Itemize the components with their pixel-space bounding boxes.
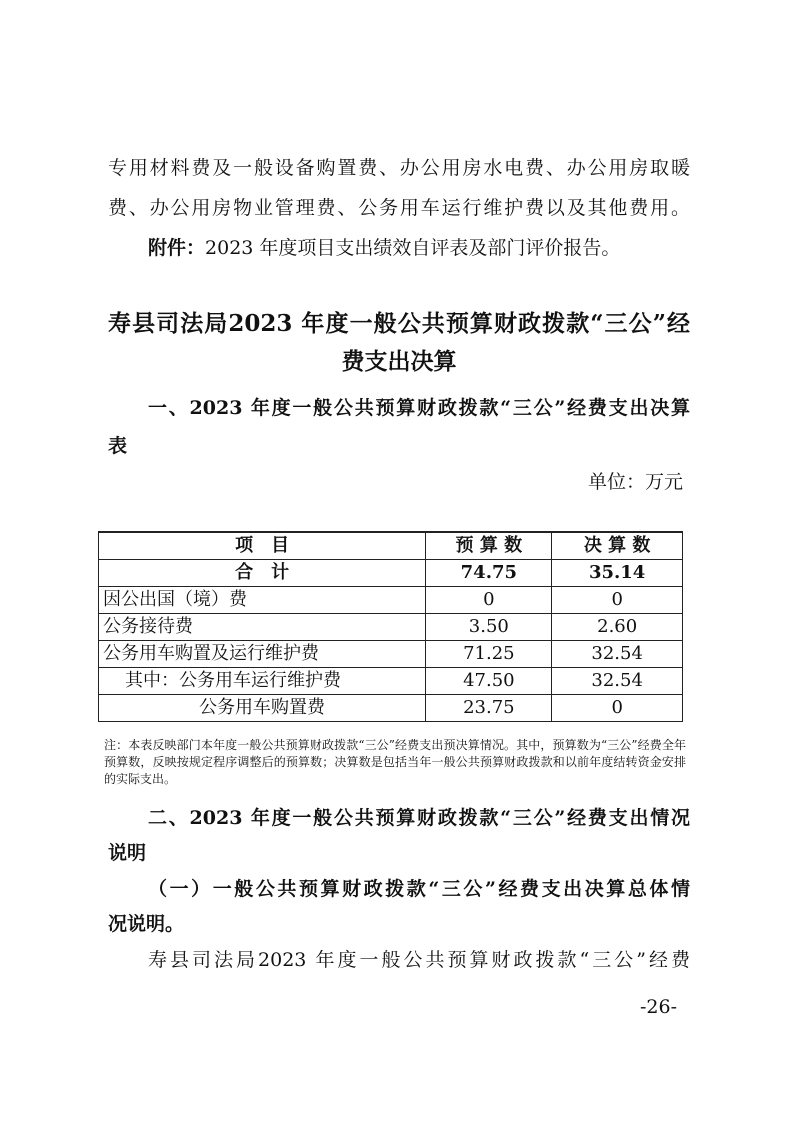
header-final: 决 算 数 [552, 532, 683, 560]
row-budget: 3.50 [426, 614, 552, 641]
main-title-line2: 费支出决算 [341, 348, 457, 375]
row-item: 其中：公务用车运行维护费 [99, 668, 426, 695]
row-final: 32.54 [552, 641, 683, 668]
row-budget: 71.25 [426, 641, 552, 668]
row-budget: 23.75 [426, 695, 552, 722]
table-row [99, 668, 683, 695]
row-item: 公务接待费 [99, 614, 426, 641]
row-final: 0 [552, 587, 683, 614]
table-total-row [99, 560, 683, 587]
attachment-line [148, 236, 620, 260]
total-item: 合 计 [99, 560, 426, 587]
section1-heading-line2: 表 [108, 435, 128, 457]
table-row [99, 587, 683, 614]
section1-heading-line1: 一、2023 年度一般公共预算财政拨款“三公”经费支出决算 [148, 397, 690, 419]
text-line: 专用材料费及一般设备购置费、办公用房水电费、办公用房取暖 [108, 157, 690, 179]
attachment-text: 2023 年度项目支出绩效自评表及部门评价报告。 [205, 237, 621, 259]
table-row [99, 641, 683, 668]
row-final: 2.60 [552, 614, 683, 641]
row-final: 32.54 [552, 668, 683, 695]
table-row [99, 695, 683, 722]
row-budget: 47.50 [426, 668, 552, 695]
main-title-line1: 寿县司法局2023 年度一般公共预算财政拨款“三公”经 [108, 310, 690, 337]
table-note: 注：本表反映部门本年度一般公共预算财政拨款“三公”经费支出预决算情况。其中，预算数为“三公”经费全年预算数，反映按规定程序调整后的预算数；决算数是包括当年一般公共预算财政拨款和以前年度结转资金安排的实际支出。 [104, 738, 686, 786]
table-row [99, 614, 683, 641]
row-item: 因公出国（境）费 [99, 587, 426, 614]
text-line: 费、办公用房物业管理费、公务用车运行维护费以及其他费用。 [108, 197, 690, 219]
subsection1-heading-line1: （一）一般公共预算财政拨款“三公”经费支出决算总体情 [148, 878, 690, 900]
total-budget: 74.75 [426, 560, 552, 587]
table-header-row [99, 532, 683, 560]
header-item: 项 目 [99, 532, 426, 560]
row-budget: 0 [426, 587, 552, 614]
section2-heading-line1: 二、2023 年度一般公共预算财政拨款“三公”经费支出情况 [148, 807, 690, 829]
section2-heading-line2: 说明 [108, 842, 147, 864]
row-item: 公务用车购置费 [99, 695, 426, 722]
row-final: 0 [552, 695, 683, 722]
header-budget: 预 算 数 [426, 532, 552, 560]
unit-label: 单位：万元 [588, 471, 684, 493]
attachment-label: 附件： [148, 237, 206, 259]
row-item: 公务用车购置及运行维护费 [99, 641, 426, 668]
page-number: -26- [640, 996, 678, 1018]
body-line: 寿县司法局2023 年度一般公共预算财政拨款“三公”经费 [148, 949, 690, 971]
subsection1-heading-line2: 况说明。 [108, 913, 185, 935]
three-public-expenses-table [98, 531, 683, 722]
total-final: 35.14 [552, 560, 683, 587]
